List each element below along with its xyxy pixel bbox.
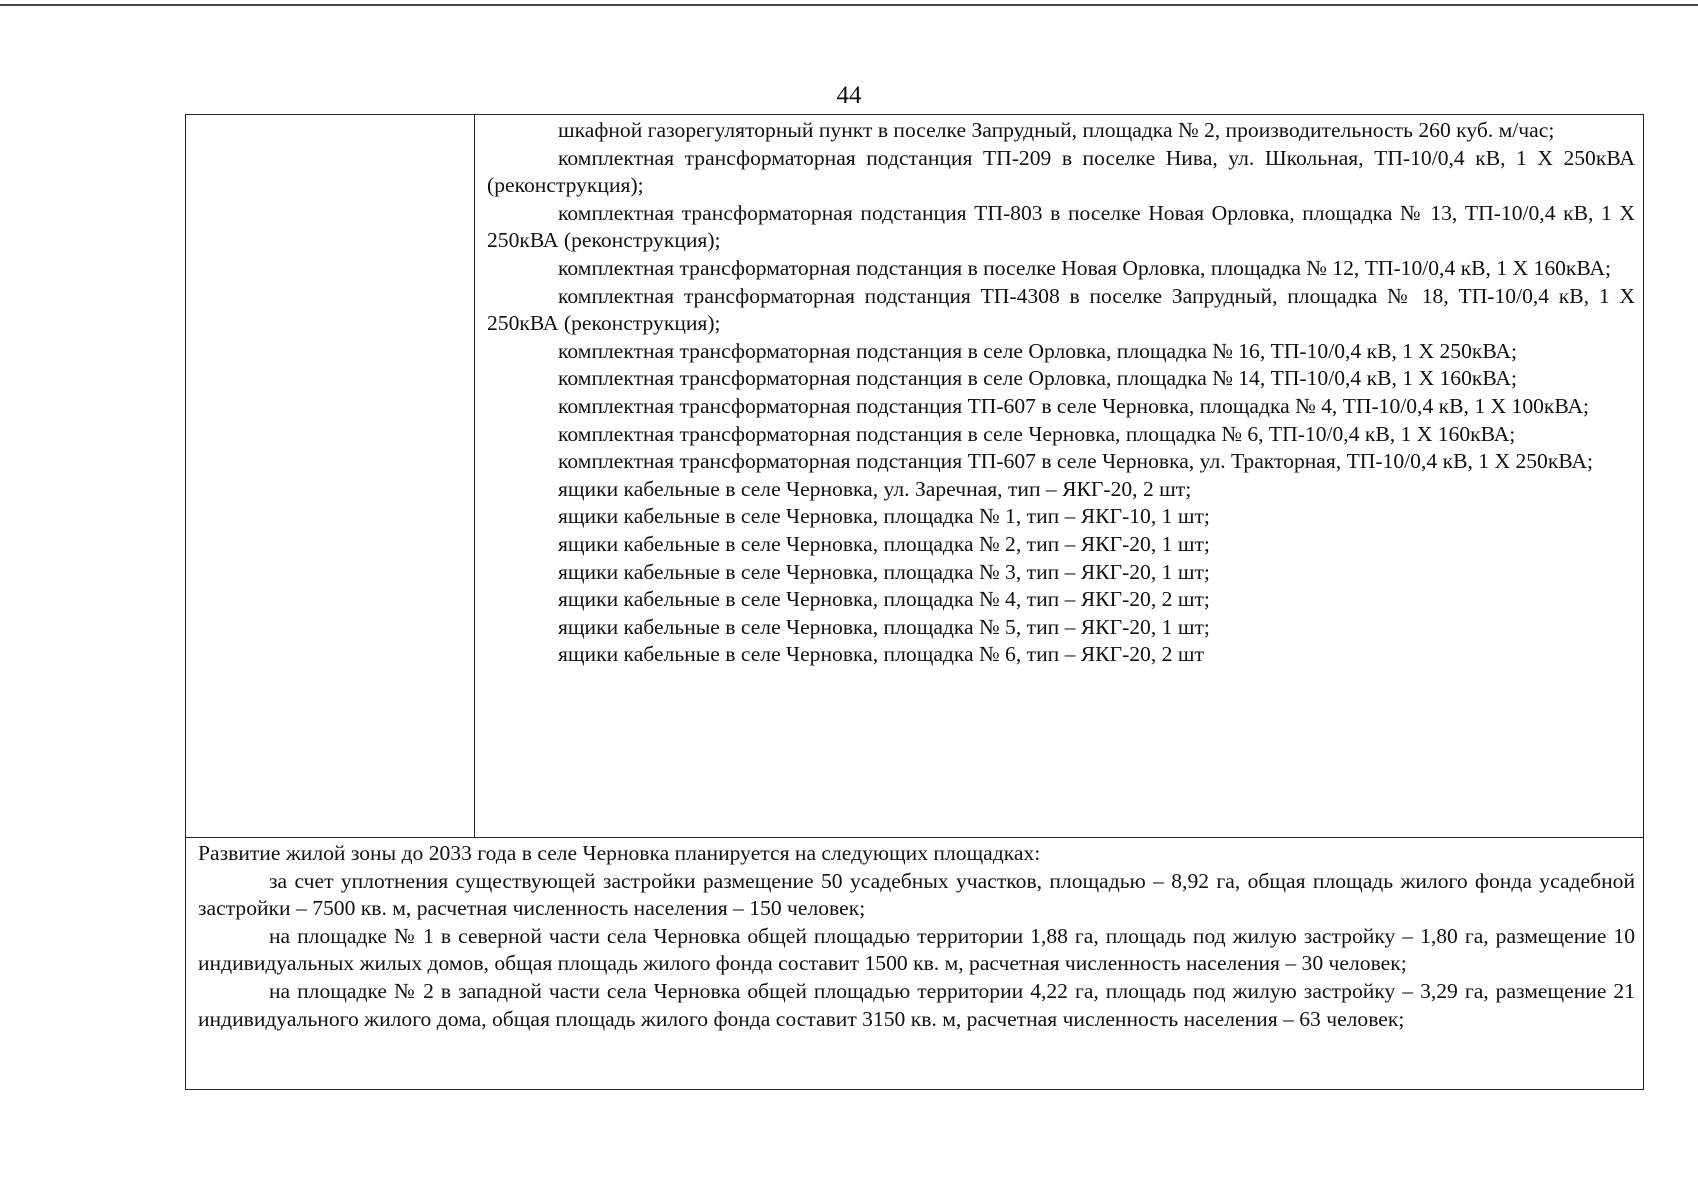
- cable-box-item: ящики кабельные в селе Черновка, площадка № 6, тип – ЯКГ-20, 2 шт: [558, 642, 1204, 667]
- cable-box-item: ящики кабельные в селе Черновка, ул. Заречная, тип – ЯКГ-20, 2 шт;: [558, 476, 1192, 501]
- facility-paragraph: шкафной газорегуляторный пункт в поселке Запрудный, площадка № 2, производительность 260 куб. м/час;: [558, 118, 1555, 142]
- facility-paragraph: комплектная трансформаторная подстанция в селе Орловка, площадка № 16, ТП-10/0,4 кВ, 1 X 250кВА;: [558, 338, 1517, 363]
- facility-paragraph: комплектная трансформаторная подстанция в селе Черновка, площадка № 6, ТП-10/0,4 кВ, 1 X 160кВА;: [558, 421, 1516, 446]
- table-cell-facilities: [475, 115, 1643, 837]
- table-cell-empty: [186, 115, 475, 837]
- facility-paragraph: комплектная трансформаторная подстанция в селе Орловка, площадка № 14, ТП-10/0,4 кВ, 1 X 160кВА;: [558, 366, 1517, 391]
- residential-paragraph: на площадке № 1 в северной части села Черновка общей площадью территории 1,88 га, площадь под жилую застройку – 1,80 га, размещение 10 индивидуальных жилых домов, общая площадь жилого фонда составит 1500 кв. м, расчетная численность населения – 30 человек;: [198, 923, 1635, 976]
- residential-paragraph: на площадке № 2 в западной части села Черновка общей площадью территории 4,22 га, площадь под жилую застройку – 3,29 га, размещение 21 индивидуального жилого дома, общая площадь жилого фонда составит 3150 кв. м, расчетная численность населения – 63 человек;: [198, 978, 1635, 1031]
- document-table: [185, 114, 1644, 1090]
- cable-box-item: ящики кабельные в селе Черновка, площадка № 5, тип – ЯКГ-20, 1 шт;: [558, 614, 1210, 639]
- facility-paragraph: комплектная трансформаторная подстанция ТП-803 в поселке Новая Орловка, площадка № 13, ТП-10/0,4 кВ, 1 X 250кВА (реконструкция);: [487, 200, 1635, 253]
- top-border-line: [0, 4, 1698, 6]
- cable-box-item: ящики кабельные в селе Черновка, площадка № 2, тип – ЯКГ-20, 1 шт;: [558, 531, 1210, 556]
- facility-paragraph: комплектная трансформаторная подстанция ТП-607 в селе Черновка, площадка № 4, ТП-10/0,4 кВ, 1 X 100кВА;: [558, 393, 1590, 418]
- table-row-facilities: [186, 115, 1643, 838]
- cable-box-item: ящики кабельные в селе Черновка, площадка № 1, тип – ЯКГ-10, 1 шт;: [558, 504, 1210, 529]
- cable-box-item: ящики кабельные в селе Черновка, площадка № 4, тип – ЯКГ-20, 2 шт;: [558, 587, 1210, 612]
- page-number: 44: [836, 82, 862, 109]
- facility-paragraph: комплектная трансформаторная подстанция ТП-607 в селе Черновка, ул. Тракторная, ТП-10/0,4 кВ, 1 X 250кВА;: [558, 449, 1593, 474]
- residential-heading: Развитие жилой зоны до 2033 года в селе Черновка планируется на следующих площадках:: [198, 841, 1041, 865]
- residential-paragraph: за счет уплотнения существующей застройки размещение 50 усадебных участков, площадью – 8,92 га, общая площадь жилого фонда усадебной застройки – 7500 кв. м, расчетная численность населения – 150 человек;: [198, 868, 1635, 921]
- facility-paragraph: комплектная трансформаторная подстанция в поселке Новая Орловка, площадка № 12, ТП-10/0,4 кВ, 1 X 160кВА;: [558, 255, 1612, 280]
- cable-box-item: ящики кабельные в селе Черновка, площадка № 3, тип – ЯКГ-20, 1 шт;: [558, 559, 1210, 584]
- facility-paragraph: комплектная трансформаторная подстанция ТП-209 в поселке Нива, ул. Школьная, ТП-10/0,4 кВ, 1 X 250кВА (реконструкция);: [487, 145, 1635, 198]
- table-row-residential: [186, 838, 1643, 1089]
- facility-paragraph: комплектная трансформаторная подстанция ТП-4308 в поселке Запрудный, площадка № 18, ТП-10/0,4 кВ, 1 X 250кВА (реконструкция);: [487, 283, 1635, 336]
